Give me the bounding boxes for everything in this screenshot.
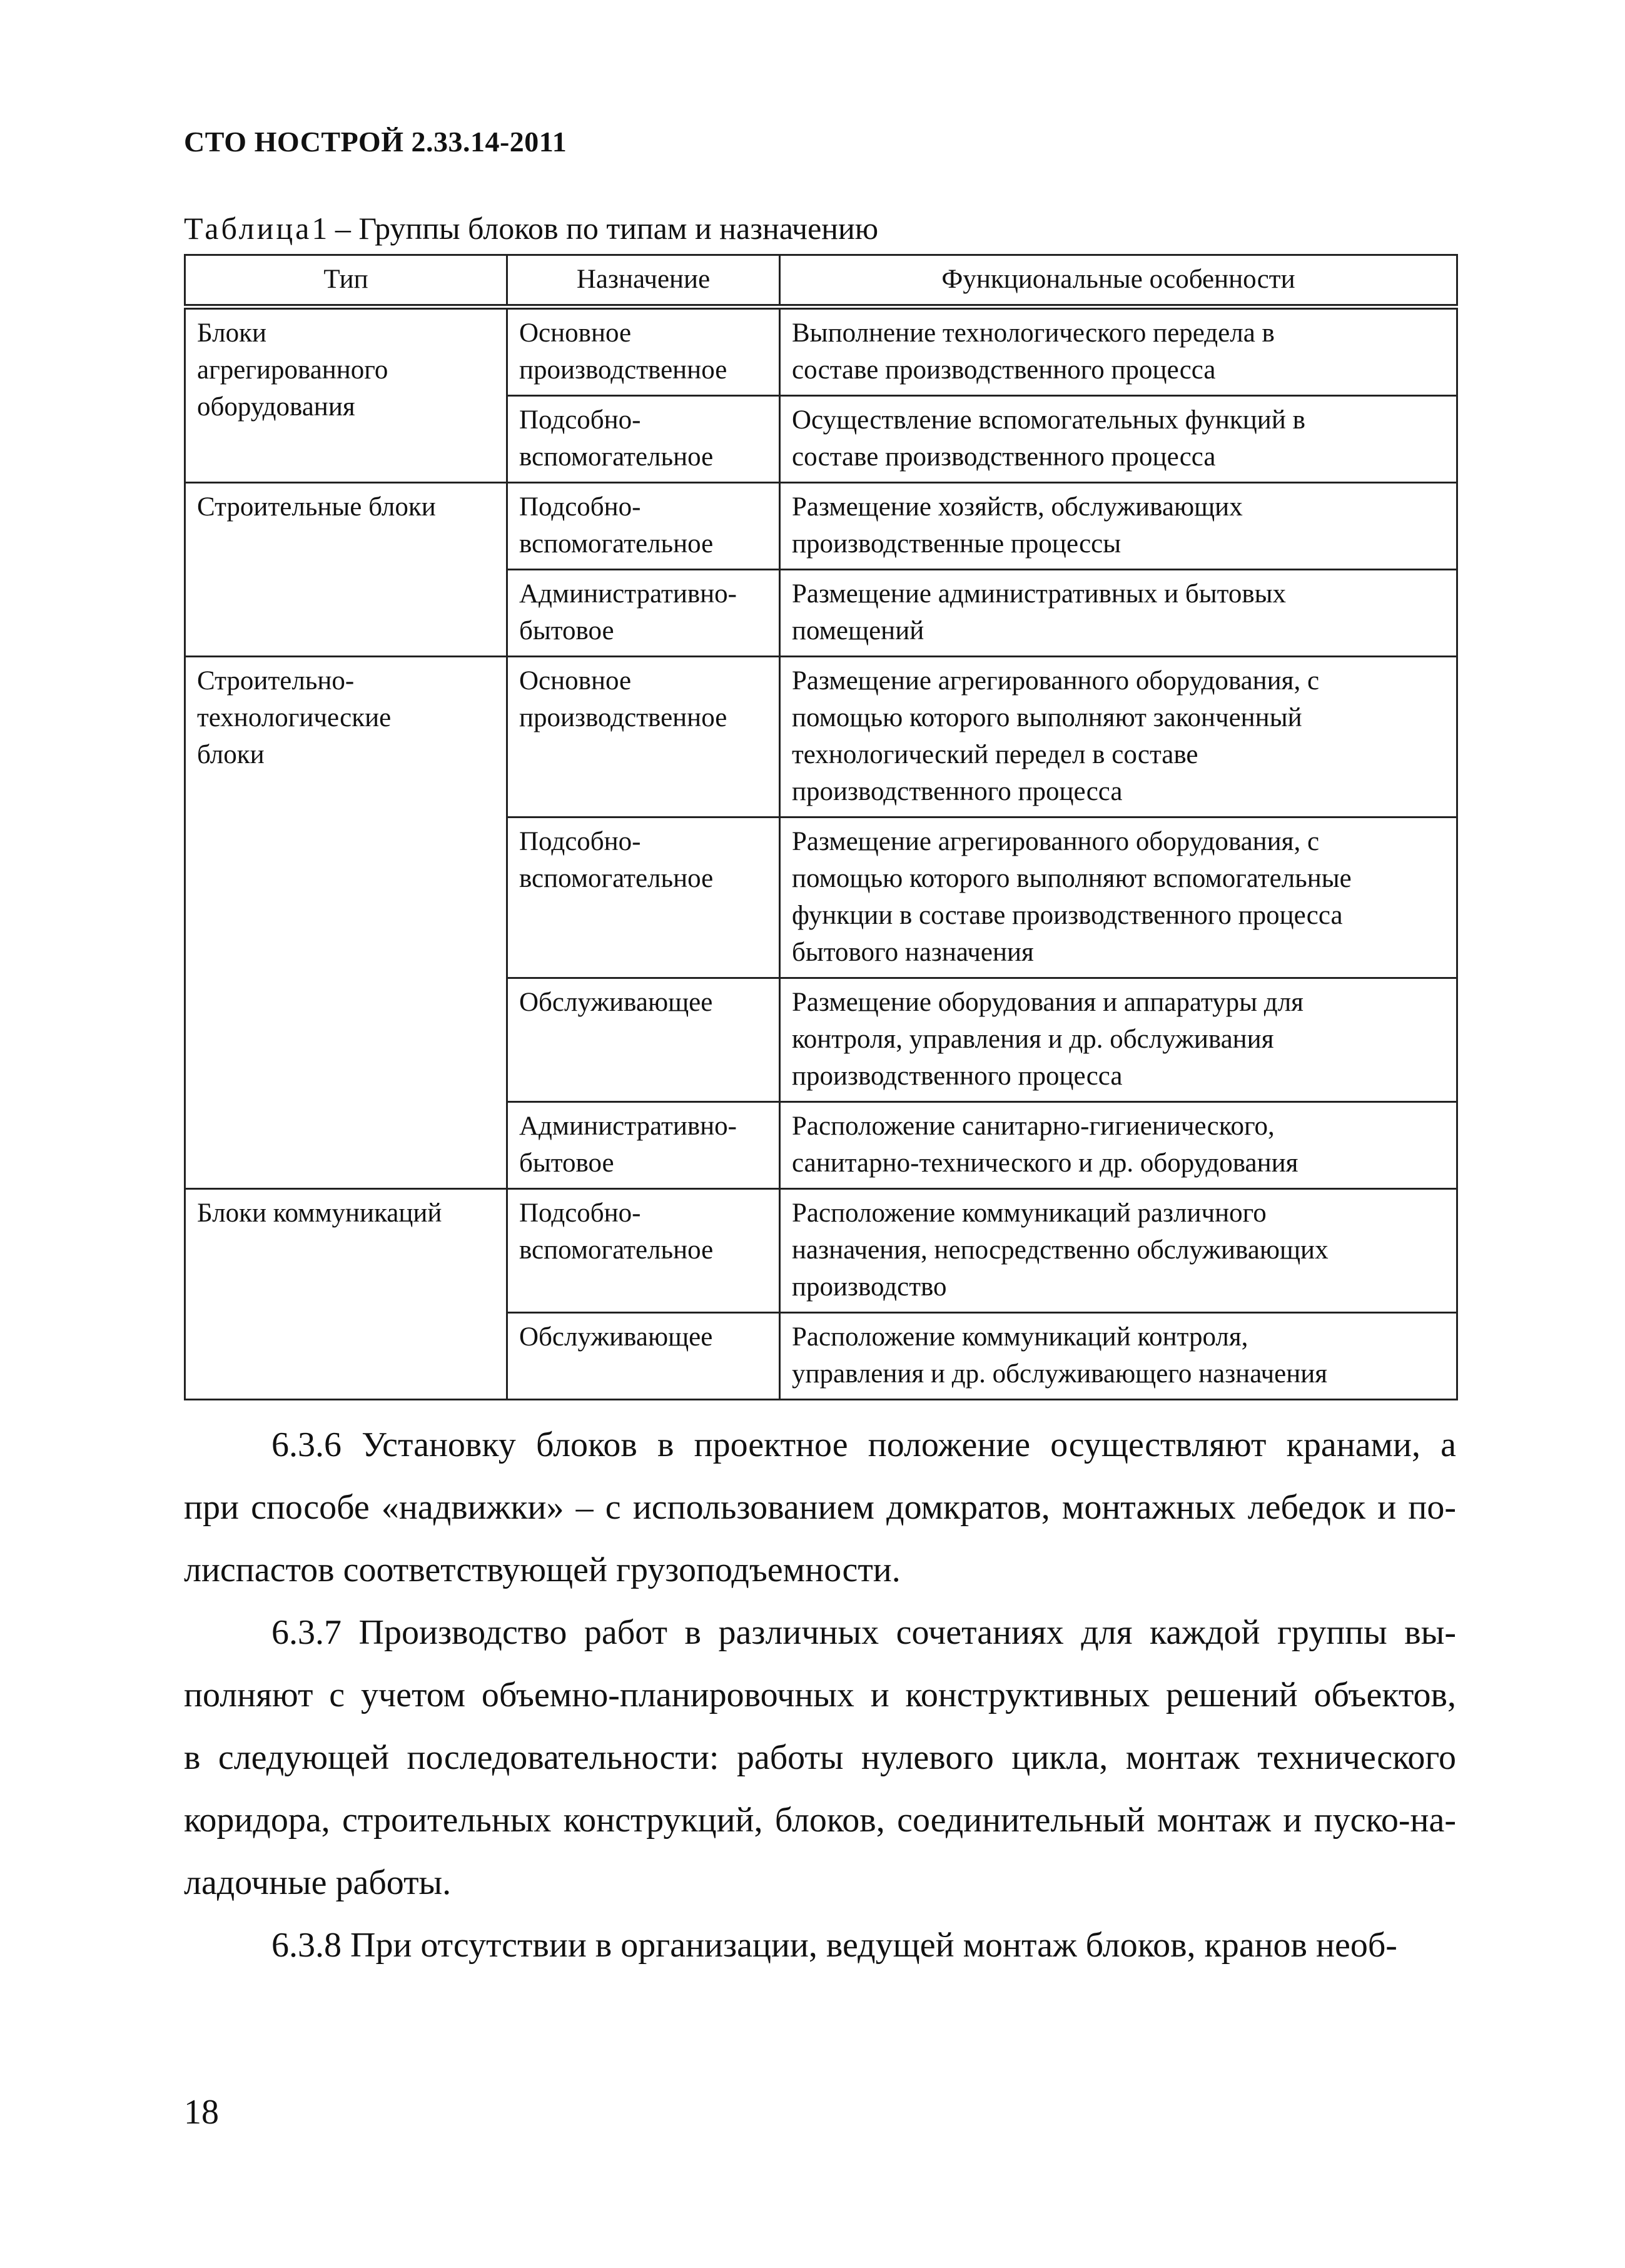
feature-line: санитарно-технического и др. оборудования: [792, 1148, 1298, 1178]
body-text: [184, 1414, 1456, 1977]
paragraph-line: полняют с учетом объемно-планировочных и конструктивных решений объектов,: [184, 1676, 1456, 1714]
cell-type: [185, 483, 507, 657]
page-number: 18: [184, 2093, 219, 2132]
type-line: технологические: [197, 703, 392, 732]
purpose-line: производственное: [519, 703, 727, 732]
column-header-purpose: Назначение: [507, 255, 780, 307]
paragraph-p-6-3-7: [184, 1601, 1456, 1914]
purpose-line: Обслуживающее: [519, 1322, 713, 1352]
feature-line: Размещение агрегированного оборудования, с: [792, 666, 1320, 696]
document-code-header: СТО НОСТРОЙ 2.33.14-2011: [184, 126, 567, 158]
column-header-features: Функциональные особенности: [780, 255, 1457, 307]
cell-purpose: [507, 483, 780, 570]
purpose-line: бытовое: [519, 1148, 614, 1178]
type-line: оборудования: [197, 392, 355, 422]
table-caption: [184, 210, 878, 246]
feature-line: Расположение санитарно-гигиенического,: [792, 1111, 1275, 1141]
table-row: [185, 307, 1457, 396]
paragraph-line: в следующей последовательности: работы нулевого цикла, монтаж технического: [184, 1738, 1456, 1777]
purpose-line: Подсобно-: [519, 1198, 641, 1228]
cell-features: [780, 307, 1457, 396]
feature-line: помощью которого выполняют вспомогательные: [792, 864, 1352, 893]
cell-features: [780, 818, 1457, 978]
feature-line: Выполнение технологического передела в: [792, 318, 1275, 348]
cell-purpose: [507, 657, 780, 818]
cell-features: [780, 1313, 1457, 1400]
feature-line: назначения, непосредственно обслуживающих: [792, 1235, 1329, 1265]
table-row: [185, 657, 1457, 818]
feature-line: производственные процессы: [792, 529, 1121, 559]
purpose-line: Административно-: [519, 1111, 737, 1141]
purpose-line: Подсобно-: [519, 405, 641, 435]
purpose-line: бытовое: [519, 616, 614, 645]
paragraph-line: 6.3.7 Производство работ в различных сочетаниях для каждой группы вы-: [271, 1613, 1456, 1652]
feature-line: Размещение оборудования и аппаратуры для: [792, 988, 1304, 1017]
cell-purpose: [507, 978, 780, 1102]
feature-line: Расположение коммуникаций различного: [792, 1198, 1267, 1228]
paragraph-line: 6.3.8 При отсутствии в организации, ведущей монтаж блоков, кранов необ-: [271, 1926, 1397, 1965]
paragraph-p-6-3-8: [184, 1914, 1456, 1977]
purpose-line: вспомогательное: [519, 529, 714, 559]
feature-line: Осуществление вспомогательных функций в: [792, 405, 1305, 435]
feature-line: технологический передел в составе: [792, 740, 1198, 769]
cell-features: [780, 483, 1457, 570]
feature-line: контроля, управления и др. обслуживания: [792, 1025, 1274, 1054]
table-row: [185, 1189, 1457, 1313]
cell-type: [185, 657, 507, 1189]
cell-features: [780, 396, 1457, 483]
cell-features: [780, 570, 1457, 657]
purpose-line: Основное: [519, 318, 632, 348]
purpose-line: вспомогательное: [519, 442, 714, 472]
cell-purpose: [507, 307, 780, 396]
cell-features: [780, 1102, 1457, 1189]
feature-line: Размещение административных и бытовых: [792, 579, 1287, 609]
cell-purpose: [507, 1102, 780, 1189]
cell-type: [185, 307, 507, 483]
purpose-line: Основное: [519, 666, 632, 696]
feature-line: Размещение хозяйств, обслуживающих: [792, 492, 1243, 522]
paragraph-p-6-3-6: [184, 1414, 1456, 1601]
purpose-line: вспомогательное: [519, 1235, 714, 1265]
column-header-type: Тип: [185, 255, 507, 307]
table-caption-label: Таблица: [184, 211, 312, 246]
feature-line: составе производственного процесса: [792, 355, 1216, 385]
table-body: [185, 307, 1457, 1400]
feature-line: управления и др. обслуживающего назначения: [792, 1359, 1328, 1389]
cell-features: [780, 978, 1457, 1102]
cell-purpose: [507, 396, 780, 483]
feature-line: составе производственного процесса: [792, 442, 1216, 472]
cell-features: [780, 1189, 1457, 1313]
purpose-line: Подсобно-: [519, 492, 641, 522]
purpose-line: Подсобно-: [519, 827, 641, 856]
feature-line: помощью которого выполняют законченный: [792, 703, 1302, 732]
table-header-row: [185, 255, 1457, 307]
paragraph-line: 6.3.6 Установку блоков в проектное положение осуществляют кранами, а: [271, 1425, 1456, 1464]
type-line: Блоки: [197, 318, 266, 348]
table-caption-text: – Группы блоков по типам и назначению: [327, 211, 879, 246]
feature-line: производство: [792, 1272, 947, 1302]
feature-line: помещений: [792, 616, 924, 645]
type-line: блоки: [197, 740, 265, 769]
paragraph-line: ладочные работы.: [184, 1863, 452, 1902]
cell-type: [185, 1189, 507, 1400]
table-caption-number: 1: [311, 211, 328, 246]
type-line: Строительно-: [197, 666, 355, 696]
feature-line: Размещение агрегированного оборудования, с: [792, 827, 1320, 856]
cell-purpose: [507, 1189, 780, 1313]
cell-purpose: [507, 1313, 780, 1400]
feature-line: бытового назначения: [792, 938, 1034, 967]
cell-purpose: [507, 570, 780, 657]
table-row: [185, 483, 1457, 570]
paragraph-line: коридора, строительных конструкций, блоков, соединительный монтаж и пуско-на-: [184, 1801, 1456, 1840]
feature-line: Расположение коммуникаций контроля,: [792, 1322, 1248, 1352]
cell-purpose: [507, 818, 780, 978]
type-line: агрегированного: [197, 355, 388, 385]
paragraph-line: при способе «надвижки» – с использованием домкратов, монтажных лебедок и по-: [184, 1488, 1456, 1527]
purpose-line: Административно-: [519, 579, 737, 609]
feature-line: производственного процесса: [792, 777, 1123, 806]
cell-features: [780, 657, 1457, 818]
feature-line: производственного процесса: [792, 1061, 1123, 1091]
purpose-line: вспомогательное: [519, 864, 714, 893]
purpose-line: Обслуживающее: [519, 988, 713, 1017]
type-line: Строительные блоки: [197, 492, 436, 522]
purpose-line: производственное: [519, 355, 727, 385]
block-groups-table: [184, 254, 1458, 1400]
feature-line: функции в составе производственного процесса: [792, 901, 1343, 930]
paragraph-line: лиспастов соответствующей грузоподъемности.: [184, 1551, 901, 1589]
type-line: Блоки коммуникаций: [197, 1198, 442, 1228]
